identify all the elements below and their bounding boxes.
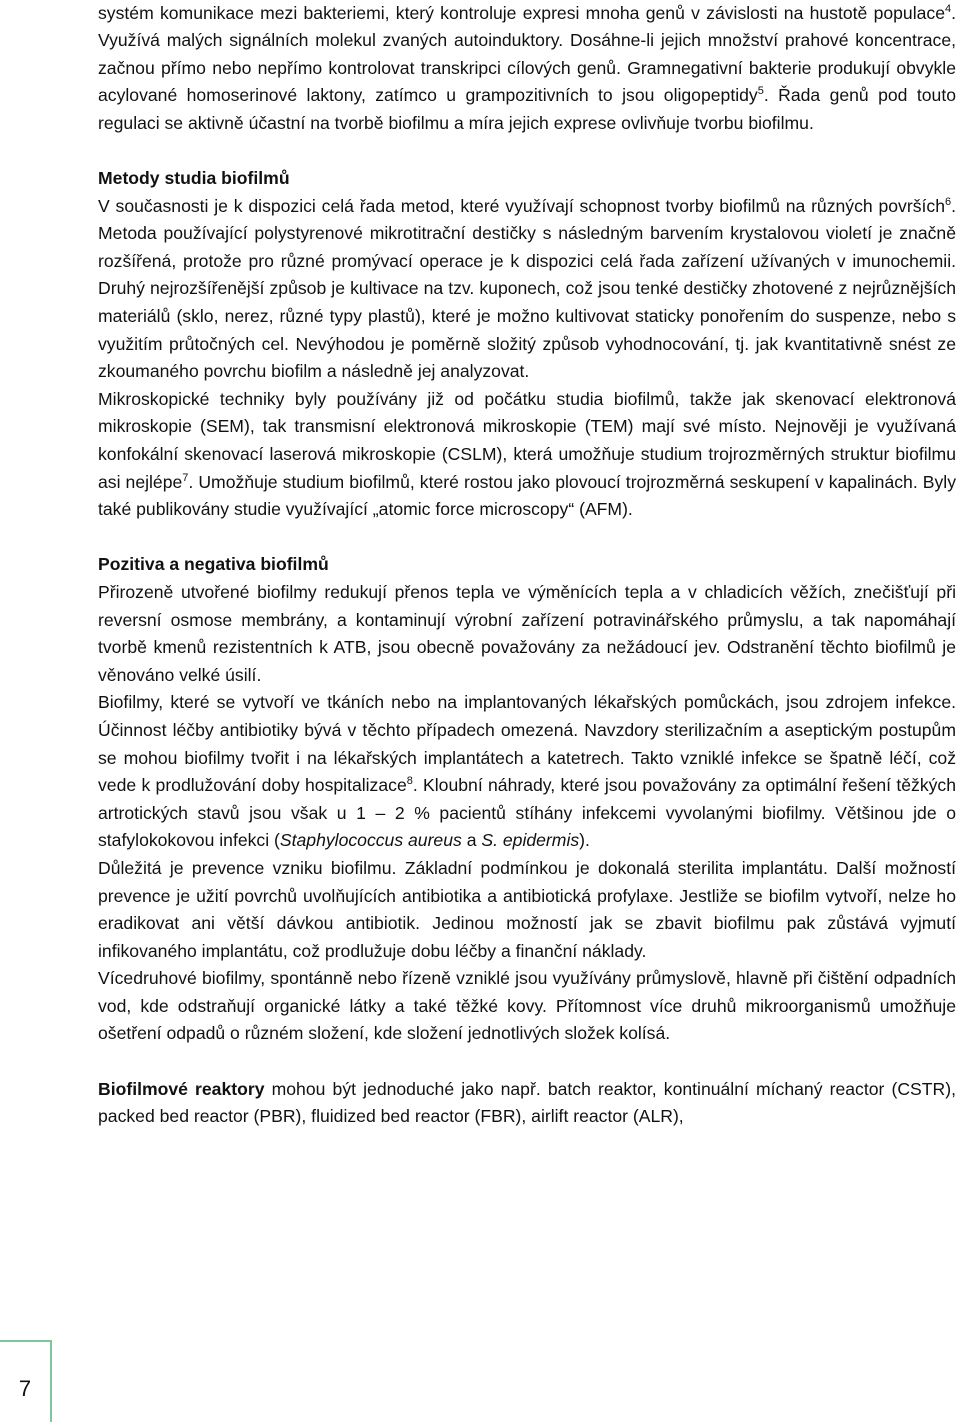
methods-paragraph-1 <box>98 193 956 386</box>
intro-text-part2: . Využívá malých signálních molekul zvaných autoinduktory. Dosáhne-li jejich množství prahové koncentrace, začnou přímo nebo nepřímo kontrolovat transkripci cílových genů. Gramnegativní bakterie produkují obvykle acylované homoserinové laktony, zatímco u grampozitivních to jsou oligopeptidy <box>98 2 956 106</box>
section-heading-pros-cons: Pozitiva a negativa biofilmů <box>98 554 329 575</box>
methods-text-part1: V současnosti je k dispozici celá řada metod, které využívají schopnost tvorby biofilmů na různých površích <box>98 195 945 216</box>
reactors-paragraph <box>98 1076 956 1131</box>
species-name-1: Staphylococcus aureus <box>279 830 462 851</box>
conjunction: a <box>461 830 482 851</box>
methods-text-part2: . Metoda používající polystyrenové mikrotitrační destičky s následným barvením krystalovou violetí je značně rozšířená, protože pro různé promývací operace je k dispozici celá řada zařízení užívaných v imunochemii. Druhý nejrozšířenější způsob je kultivace na tzv. kuponech, což jsou tenké destičky zhotovené z nejrůznějších materiálů (sklo, nerez, různé typy plastů), které je možno kultivovat staticky ponořením do suspenze, nebo s využitím průtočných cel. Nevýhodou je poměrně složitý způsob vyhodnocování, tj. jak kvantitativně snést ze zkoumaného povrchu biofilm a následně jej analyzovat. <box>98 195 956 382</box>
page-content <box>98 0 956 1131</box>
pros-cons-paragraph-3: Důležitá je prevence vzniku biofilmu. Základní podmínkou je dokonalá sterilita implantátu. Další možností prevence je užití povrchů uvolňujících antibiotika a antibiotická profylaxe. Jestliže se biofilm vytvoří, nelze ho eradikovat ani větší dávkou antibiotik. Jedinou možností jak se zbavit biofilmu pak zůstává vyjmutí infikovaného implantátu, což prodlužuje dobu léčby a finanční náklady. <box>98 857 956 961</box>
page-number: 7 <box>18 1376 32 1401</box>
pros-cons-paragraph-1: Přirozeně utvořené biofilmy redukují přenos tepla ve výměnících tepla a v chladicích věžích, znečišťují při reversní osmose membrány, a kontaminují výrobní zařízení potravinářského průmyslu, a tak napomáhají tvorbě kmenů rezistentních k ATB, jsou obecně považovány za nežádoucí jev. Odstranění těchto biofilmů je věnováno velké úsilí. <box>98 581 956 685</box>
reactors-text: mohou být jednoduché jako např. batch reaktor, kontinuální míchaný reactor (CSTR), packed bed reactor (PBR), fluidized bed reactor (FBR), airlift reactor (ALR), <box>98 1078 956 1127</box>
pros-cons2-text-part3: ). <box>579 830 590 851</box>
pros-cons2-text-part1: Biofilmy, které se vytvoří ve tkáních nebo na implantovaných lékařských pomůckách, jsou zdrojem infekce. Účinnost léčby antibiotiky bývá v těchto případech omezená. Navzdory sterilizačním a aseptickým postupům se mohou biofilmy tvořit i na lékařských implantátech a katetrech. Takto vzniklé infekce se špatně léčí, což vede k prodlužování doby hospitalizace <box>98 692 956 796</box>
species-name-2: S. epidermis <box>481 830 580 851</box>
spacer <box>98 1048 956 1076</box>
pros-cons-paragraph-4: Vícedruhové biofilmy, spontánně nebo řízeně vzniklé jsou využívány průmyslově, hlavně při čištění odpadních vod, kde odstraňují organické látky a také těžké kovy. Přítomnost více druhů mikroorganismů umožňuje ošetření odpadů o různém složení, kde složení jednotlivých složek kolísá. <box>98 968 956 1044</box>
reference-5: 5 <box>757 85 764 98</box>
spacer <box>98 524 956 552</box>
intro-text-part1: systém komunikace mezi bakteriemi, který kontroluje expresi mnoha genů v závislosti na hustotě populace <box>98 2 945 23</box>
methods2-text-part1: Mikroskopické techniky byly používány již od počátku studia biofilmů, takže jak skenovací elektronová mikroskopie (SEM), tak transmisní elektronová mikroskopie (TEM) mají své místo. Nejnověji je využívaná konfokální skenovací laserová mikroskopie (CSLM), která umožňuje studium trojrozměrných struktur biofilmu asi nejlépe <box>98 388 956 492</box>
methods-paragraph-2 <box>98 386 956 524</box>
footer-divider-horizontal <box>0 1340 51 1342</box>
pros-cons2-text-part2: . Kloubní náhrady, které jsou považovány za optimální řešení těžkých artrotických stavů jsou však u 1 – 2 % pacientů stíhány infekcemi vyvolanými biofilmy. Většinou jde o stafylokokovou infekci ( <box>98 775 957 851</box>
intro-paragraph <box>98 0 956 137</box>
methods2-text-part2: . Umožňuje studium biofilmů, které rostou jako plovoucí trojrozměrná seskupení v kapalinách. Byly také publikovány studie využívající „atomic force microscopy“ (AFM). <box>98 471 956 520</box>
reference-4: 4 <box>944 2 952 15</box>
pros-cons-paragraph-2 <box>98 689 956 855</box>
section-heading-methods: Metody studia biofilmů <box>98 168 290 189</box>
reference-8: 8 <box>406 775 413 788</box>
reference-6: 6 <box>944 195 952 208</box>
reactors-term: Biofilmové reaktory <box>98 1078 265 1099</box>
intro-text-part3: . Řada genů pod touto regulaci se aktivně účastní na tvorbě biofilmu a míra jejich exprese ovlivňuje tvorbu biofilmu. <box>98 85 956 133</box>
footer-divider-vertical <box>50 1340 52 1422</box>
reference-7: 7 <box>182 471 189 484</box>
spacer <box>98 137 956 165</box>
